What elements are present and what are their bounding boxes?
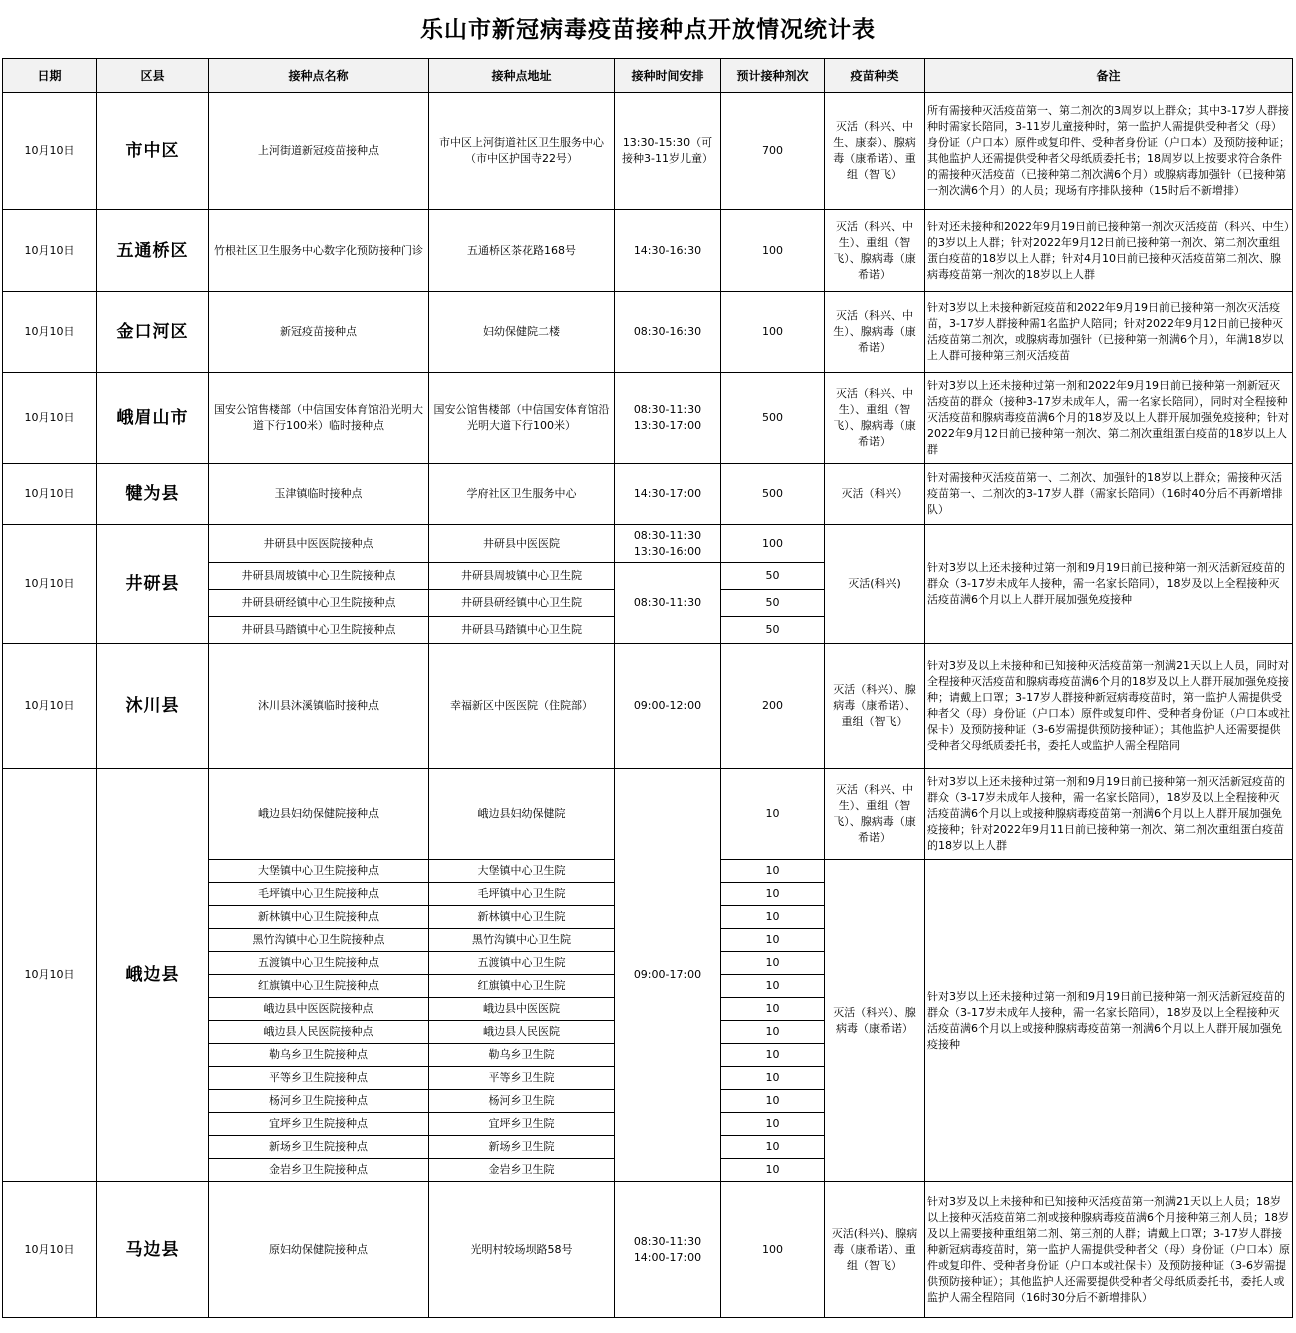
vaccine-type-cell: 灭活（科兴、中生）、重组（智飞）、腺病毒（康希诺）	[825, 210, 925, 292]
site-address-cell: 五通桥区茶花路168号	[429, 210, 615, 292]
vaccine-type-cell: 灭活（科兴、中生）、重组（智飞）、腺病毒（康希诺）	[825, 373, 925, 464]
schedule-cell: 14:30-16:30	[615, 210, 721, 292]
site-name-cell: 竹根社区卫生服务中心数字化预防接种门诊	[209, 210, 429, 292]
date-cell: 10月10日	[3, 373, 97, 464]
vaccine-type-cell: 灭活（科兴）、腺病毒（康希诺）	[825, 860, 925, 1182]
site-name-cell: 大堡镇中心卫生院接种点	[209, 860, 429, 883]
site-name-cell: 新冠疫苗接种点	[209, 292, 429, 373]
site-address-cell: 市中区上河街道社区卫生服务中心（市中区护国寺22号）	[429, 93, 615, 210]
site-address-cell: 红旗镇中心卫生院	[429, 975, 615, 998]
doses-cell: 100	[721, 210, 825, 292]
doses-cell: 10	[721, 1136, 825, 1159]
vaccine-type-cell: 灭活（科兴）	[825, 464, 925, 525]
date-cell: 10月10日	[3, 292, 97, 373]
vaccine-type-cell: 灭活(科兴)	[825, 525, 925, 644]
doses-cell: 10	[721, 1044, 825, 1067]
site-address-cell: 幸福新区中医医院（住院部）	[429, 644, 615, 769]
site-name-cell: 新林镇中心卫生院接种点	[209, 906, 429, 929]
remarks-cell: 所有需接种灭活疫苗第一、第二剂次的3周岁以上群众；其中3-17岁人群接种时需家长陪同，3-11岁儿童接种时，第一监护人需提供受种者父（母）身份证（户口本）原件或复印件、受种者身份证（户口本）及预防接种证；其他监护人还需提供受种者父母纸质委托书；18周岁以上按要求符合条件的需接种灭活疫苗（已接种第二剂次满6个月）或腺病毒加强针（已接种第一剂次满6个月）的人员；现场有序排队接种（15时后不新增排）	[925, 93, 1293, 210]
remarks-cell: 针对还未接种和2022年9月19日前已接种第一剂次灭活疫苗（科兴、中生）的3岁以上人群；针对2022年9月12日前已接种第一剂次、第二剂次重组蛋白疫苗的18岁以上人群；针对4月10日前已接种灭活疫苗第二剂次、腺病毒疫苗第一剂次的18岁以上人群	[925, 210, 1293, 292]
site-address-cell: 五渡镇中心卫生院	[429, 952, 615, 975]
site-address-cell: 学府社区卫生服务中心	[429, 464, 615, 525]
site-name-cell: 峨边县妇幼保健院接种点	[209, 769, 429, 860]
district-cell: 沐川县	[97, 644, 209, 769]
site-address-cell: 杨河乡卫生院	[429, 1090, 615, 1113]
schedule-cell: 14:30-17:00	[615, 464, 721, 525]
table-row	[3, 1182, 1293, 1318]
schedule-cell: 08:30-11:30 13:30-17:00	[615, 373, 721, 464]
site-name-cell: 沐川县沐溪镇临时接种点	[209, 644, 429, 769]
date-cell: 10月10日	[3, 525, 97, 644]
site-name-cell: 峨边县中医医院接种点	[209, 998, 429, 1021]
site-address-cell: 大堡镇中心卫生院	[429, 860, 615, 883]
doses-cell: 10	[721, 1159, 825, 1182]
site-address-cell: 毛坪镇中心卫生院	[429, 883, 615, 906]
site-name-cell: 勒乌乡卫生院接种点	[209, 1044, 429, 1067]
site-address-cell: 妇幼保健院二楼	[429, 292, 615, 373]
header-district: 区县	[97, 59, 209, 93]
header-vaccine-type: 疫苗种类	[825, 59, 925, 93]
header-site-name: 接种点名称	[209, 59, 429, 93]
site-name-cell: 红旗镇中心卫生院接种点	[209, 975, 429, 998]
site-address-cell: 宜坪乡卫生院	[429, 1113, 615, 1136]
doses-cell: 10	[721, 1021, 825, 1044]
table-row	[3, 464, 1293, 525]
schedule-cell: 08:30-11:30 13:30-16:00	[615, 525, 721, 563]
district-cell: 峨边县	[97, 769, 209, 1182]
header-site-address: 接种点地址	[429, 59, 615, 93]
doses-cell: 10	[721, 975, 825, 998]
schedule-cell: 09:00-12:00	[615, 644, 721, 769]
district-cell: 金口河区	[97, 292, 209, 373]
schedule-cell: 13:30-15:30（可接种3-11岁儿童）	[615, 93, 721, 210]
doses-cell: 500	[721, 373, 825, 464]
site-name-cell: 毛坪镇中心卫生院接种点	[209, 883, 429, 906]
site-address-cell: 新林镇中心卫生院	[429, 906, 615, 929]
doses-cell: 10	[721, 998, 825, 1021]
site-name-cell: 井研县马踏镇中心卫生院接种点	[209, 617, 429, 644]
site-address-cell: 勒乌乡卫生院	[429, 1044, 615, 1067]
site-name-cell: 杨河乡卫生院接种点	[209, 1090, 429, 1113]
district-cell: 井研县	[97, 525, 209, 644]
site-address-cell: 井研县马踏镇中心卫生院	[429, 617, 615, 644]
district-cell: 市中区	[97, 93, 209, 210]
header-date: 日期	[3, 59, 97, 93]
doses-cell: 10	[721, 952, 825, 975]
date-cell: 10月10日	[3, 769, 97, 1182]
site-address-cell: 黑竹沟镇中心卫生院	[429, 929, 615, 952]
schedule-cell: 09:00-17:00	[615, 769, 721, 1182]
doses-cell: 10	[721, 883, 825, 906]
vaccination-table	[2, 58, 1293, 1318]
site-name-cell: 国安公馆售楼部（中信国安体育馆沿光明大道下行100米）临时接种点	[209, 373, 429, 464]
table-row	[3, 210, 1293, 292]
remarks-cell: 针对3岁以上还未接种过第一剂和9月19日前已接种第一剂灭活新冠疫苗的群众（3-17岁未成年人接种，需一名家长陪同），18岁及以上全程接种灭活疫苗满6个月以上人群开展加强免疫接种	[925, 525, 1293, 644]
doses-cell: 10	[721, 1113, 825, 1136]
table-row	[3, 769, 1293, 860]
site-address-cell: 井研县研经镇中心卫生院	[429, 590, 615, 617]
doses-cell: 100	[721, 292, 825, 373]
vaccine-type-cell: 灭活（科兴、中生）、腺病毒（康希诺）	[825, 292, 925, 373]
header-doses: 预计接种剂次	[721, 59, 825, 93]
schedule-cell: 08:30-11:30	[615, 563, 721, 644]
doses-cell: 10	[721, 1090, 825, 1113]
date-cell: 10月10日	[3, 644, 97, 769]
remarks-cell: 针对3岁以上还未接种过第一剂和9月19日前已接种第一剂灭活新冠疫苗的群众（3-17岁未成年人接种，需一名家长陪同），18岁及以上全程接种灭活疫苗满6个月以上或接种腺病毒疫苗第一剂满6个月以上人群开展加强免疫接种	[925, 860, 1293, 1182]
table-row	[3, 644, 1293, 769]
doses-cell: 50	[721, 563, 825, 590]
table-row	[3, 292, 1293, 373]
site-address-cell: 峨边县妇幼保健院	[429, 769, 615, 860]
site-name-cell: 新场乡卫生院接种点	[209, 1136, 429, 1159]
site-name-cell: 井研县周坡镇中心卫生院接种点	[209, 563, 429, 590]
site-address-cell: 峨边县中医医院	[429, 998, 615, 1021]
table-row	[3, 525, 1293, 563]
header-schedule: 接种时间安排	[615, 59, 721, 93]
district-cell: 峨眉山市	[97, 373, 209, 464]
page-title: 乐山市新冠病毒疫苗接种点开放情况统计表	[420, 17, 876, 43]
header-row	[3, 59, 1293, 93]
district-cell: 犍为县	[97, 464, 209, 525]
doses-cell: 50	[721, 617, 825, 644]
date-cell: 10月10日	[3, 464, 97, 525]
doses-cell: 100	[721, 525, 825, 563]
doses-cell: 10	[721, 1067, 825, 1090]
remarks-cell: 针对3岁以上还未接种过第一剂和9月19日前已接种第一剂灭活新冠疫苗的群众（3-17岁未成年人接种，需一名家长陪同），18岁及以上全程接种灭活疫苗满6个月以上或接种腺病毒疫苗第一剂满6个月以上人群开展加强免疫接种；针对2022年9月11日前已接种第一剂次、第二剂次重组蛋白疫苗的18岁以上人群	[925, 769, 1293, 860]
table-row	[3, 93, 1293, 210]
site-name-cell: 黑竹沟镇中心卫生院接种点	[209, 929, 429, 952]
doses-cell: 10	[721, 860, 825, 883]
doses-cell: 500	[721, 464, 825, 525]
site-name-cell: 原妇幼保健院接种点	[209, 1182, 429, 1318]
vaccine-type-cell: 灭活(科兴)、腺病毒（康希诺）、重组（智飞）	[825, 1182, 925, 1318]
vaccine-type-cell: 灭活（科兴）、腺病毒（康希诺）、重组（智飞）	[825, 644, 925, 769]
vaccine-type-cell: 灭活（科兴、中生）、重组（智飞）、腺病毒（康希诺）	[825, 769, 925, 860]
date-cell: 10月10日	[3, 210, 97, 292]
remarks-cell: 针对3岁以上未接种新冠疫苗和2022年9月19日前已接种第一剂次灭活疫苗，3-17岁人群接种需1名监护人陪同；针对2022年9月12日前已接种灭活疫苗第二剂次，或腺病毒加强针（已接种第一剂满6个月），年满18岁以上人群可接种第三剂灭活疫苗	[925, 292, 1293, 373]
district-cell: 五通桥区	[97, 210, 209, 292]
site-address-cell: 光明村较场坝路58号	[429, 1182, 615, 1318]
schedule-cell: 08:30-16:30	[615, 292, 721, 373]
doses-cell: 700	[721, 93, 825, 210]
header-remarks: 备注	[925, 59, 1293, 93]
site-name-cell: 上河街道新冠疫苗接种点	[209, 93, 429, 210]
site-name-cell: 五渡镇中心卫生院接种点	[209, 952, 429, 975]
doses-cell: 10	[721, 769, 825, 860]
site-name-cell: 玉津镇临时接种点	[209, 464, 429, 525]
remarks-cell: 针对3岁以上还未接种过第一剂和2022年9月19日前已接种第一剂新冠灭活疫苗的群众（接种3-17岁未成年人，需一名家长陪同），同时对全程接种灭活疫苗和腺病毒疫苗满6个月的18岁及以上人群开展加强免疫接种；针对2022年9月12日前已接种第一剂次、第二剂次重组蛋白疫苗的18岁以上人群	[925, 373, 1293, 464]
date-cell: 10月10日	[3, 93, 97, 210]
site-address-cell: 金岩乡卫生院	[429, 1159, 615, 1182]
doses-cell: 10	[721, 906, 825, 929]
doses-cell: 200	[721, 644, 825, 769]
site-address-cell: 国安公馆售楼部（中信国安体育馆沿光明大道下行100米）	[429, 373, 615, 464]
site-name-cell: 宜坪乡卫生院接种点	[209, 1113, 429, 1136]
site-address-cell: 平等乡卫生院	[429, 1067, 615, 1090]
remarks-cell: 针对需接种灭活疫苗第一、二剂次、加强针的18岁以上群众；需接种灭活疫苗第一、二剂次的3-17岁人群（需家长陪同）（16时40分后不再新增排队）	[925, 464, 1293, 525]
site-name-cell: 金岩乡卫生院接种点	[209, 1159, 429, 1182]
remarks-cell: 针对3岁及以上未接种和已知接种灭活疫苗第一剂满21天以上人员，同时对全程接种灭活疫苗和腺病毒疫苗满6个月的18岁及以上人群开展加强免疫接种；请戴上口罩；3-17岁人群接种新冠病毒疫苗时，第一监护人需提供受种者父（母）身份证（户口本）原件或复印件、受种者身份证（户口本或社保卡）及预防接种证（3-6岁需提供预防接种证）；其他监护人还需要提供受种者父母纸质委托书，委托人或监护人需全程陪同	[925, 644, 1293, 769]
site-name-cell: 井研县研经镇中心卫生院接种点	[209, 590, 429, 617]
site-address-cell: 井研县周坡镇中心卫生院	[429, 563, 615, 590]
doses-cell: 10	[721, 929, 825, 952]
site-name-cell: 平等乡卫生院接种点	[209, 1067, 429, 1090]
vaccine-type-cell: 灭活（科兴、中生、康泰）、腺病毒（康希诺）、重组（智飞）	[825, 93, 925, 210]
site-name-cell: 峨边县人民医院接种点	[209, 1021, 429, 1044]
remarks-cell: 针对3岁及以上未接种和已知接种灭活疫苗第一剂满21天以上人员；18岁以上接种灭活疫苗第二剂或接种腺病毒疫苗满6个月接种第三剂人员；18岁及以上需要接种重组第二剂、第三剂的人群；请戴上口罩；3-17岁人群接种新冠病毒疫苗时，第一监护人需提供受种者父（母）身份证（户口本）原件或复印件、受种者身份证（户口本或社保卡）及预防接种证（3-6岁需提供预防接种证）；其他监护人还需要提供受种者父母纸质委托书，委托人或监护人需全程陪同（16时30分后不新增排队）	[925, 1182, 1293, 1318]
site-name-cell: 井研县中医医院接种点	[209, 525, 429, 563]
doses-cell: 100	[721, 1182, 825, 1318]
site-address-cell: 井研县中医医院	[429, 525, 615, 563]
district-cell: 马边县	[97, 1182, 209, 1318]
site-address-cell: 峨边县人民医院	[429, 1021, 615, 1044]
site-address-cell: 新场乡卫生院	[429, 1136, 615, 1159]
date-cell: 10月10日	[3, 1182, 97, 1318]
doses-cell: 50	[721, 590, 825, 617]
table-row	[3, 373, 1293, 464]
schedule-cell: 08:30-11:30 14:00-17:00	[615, 1182, 721, 1318]
